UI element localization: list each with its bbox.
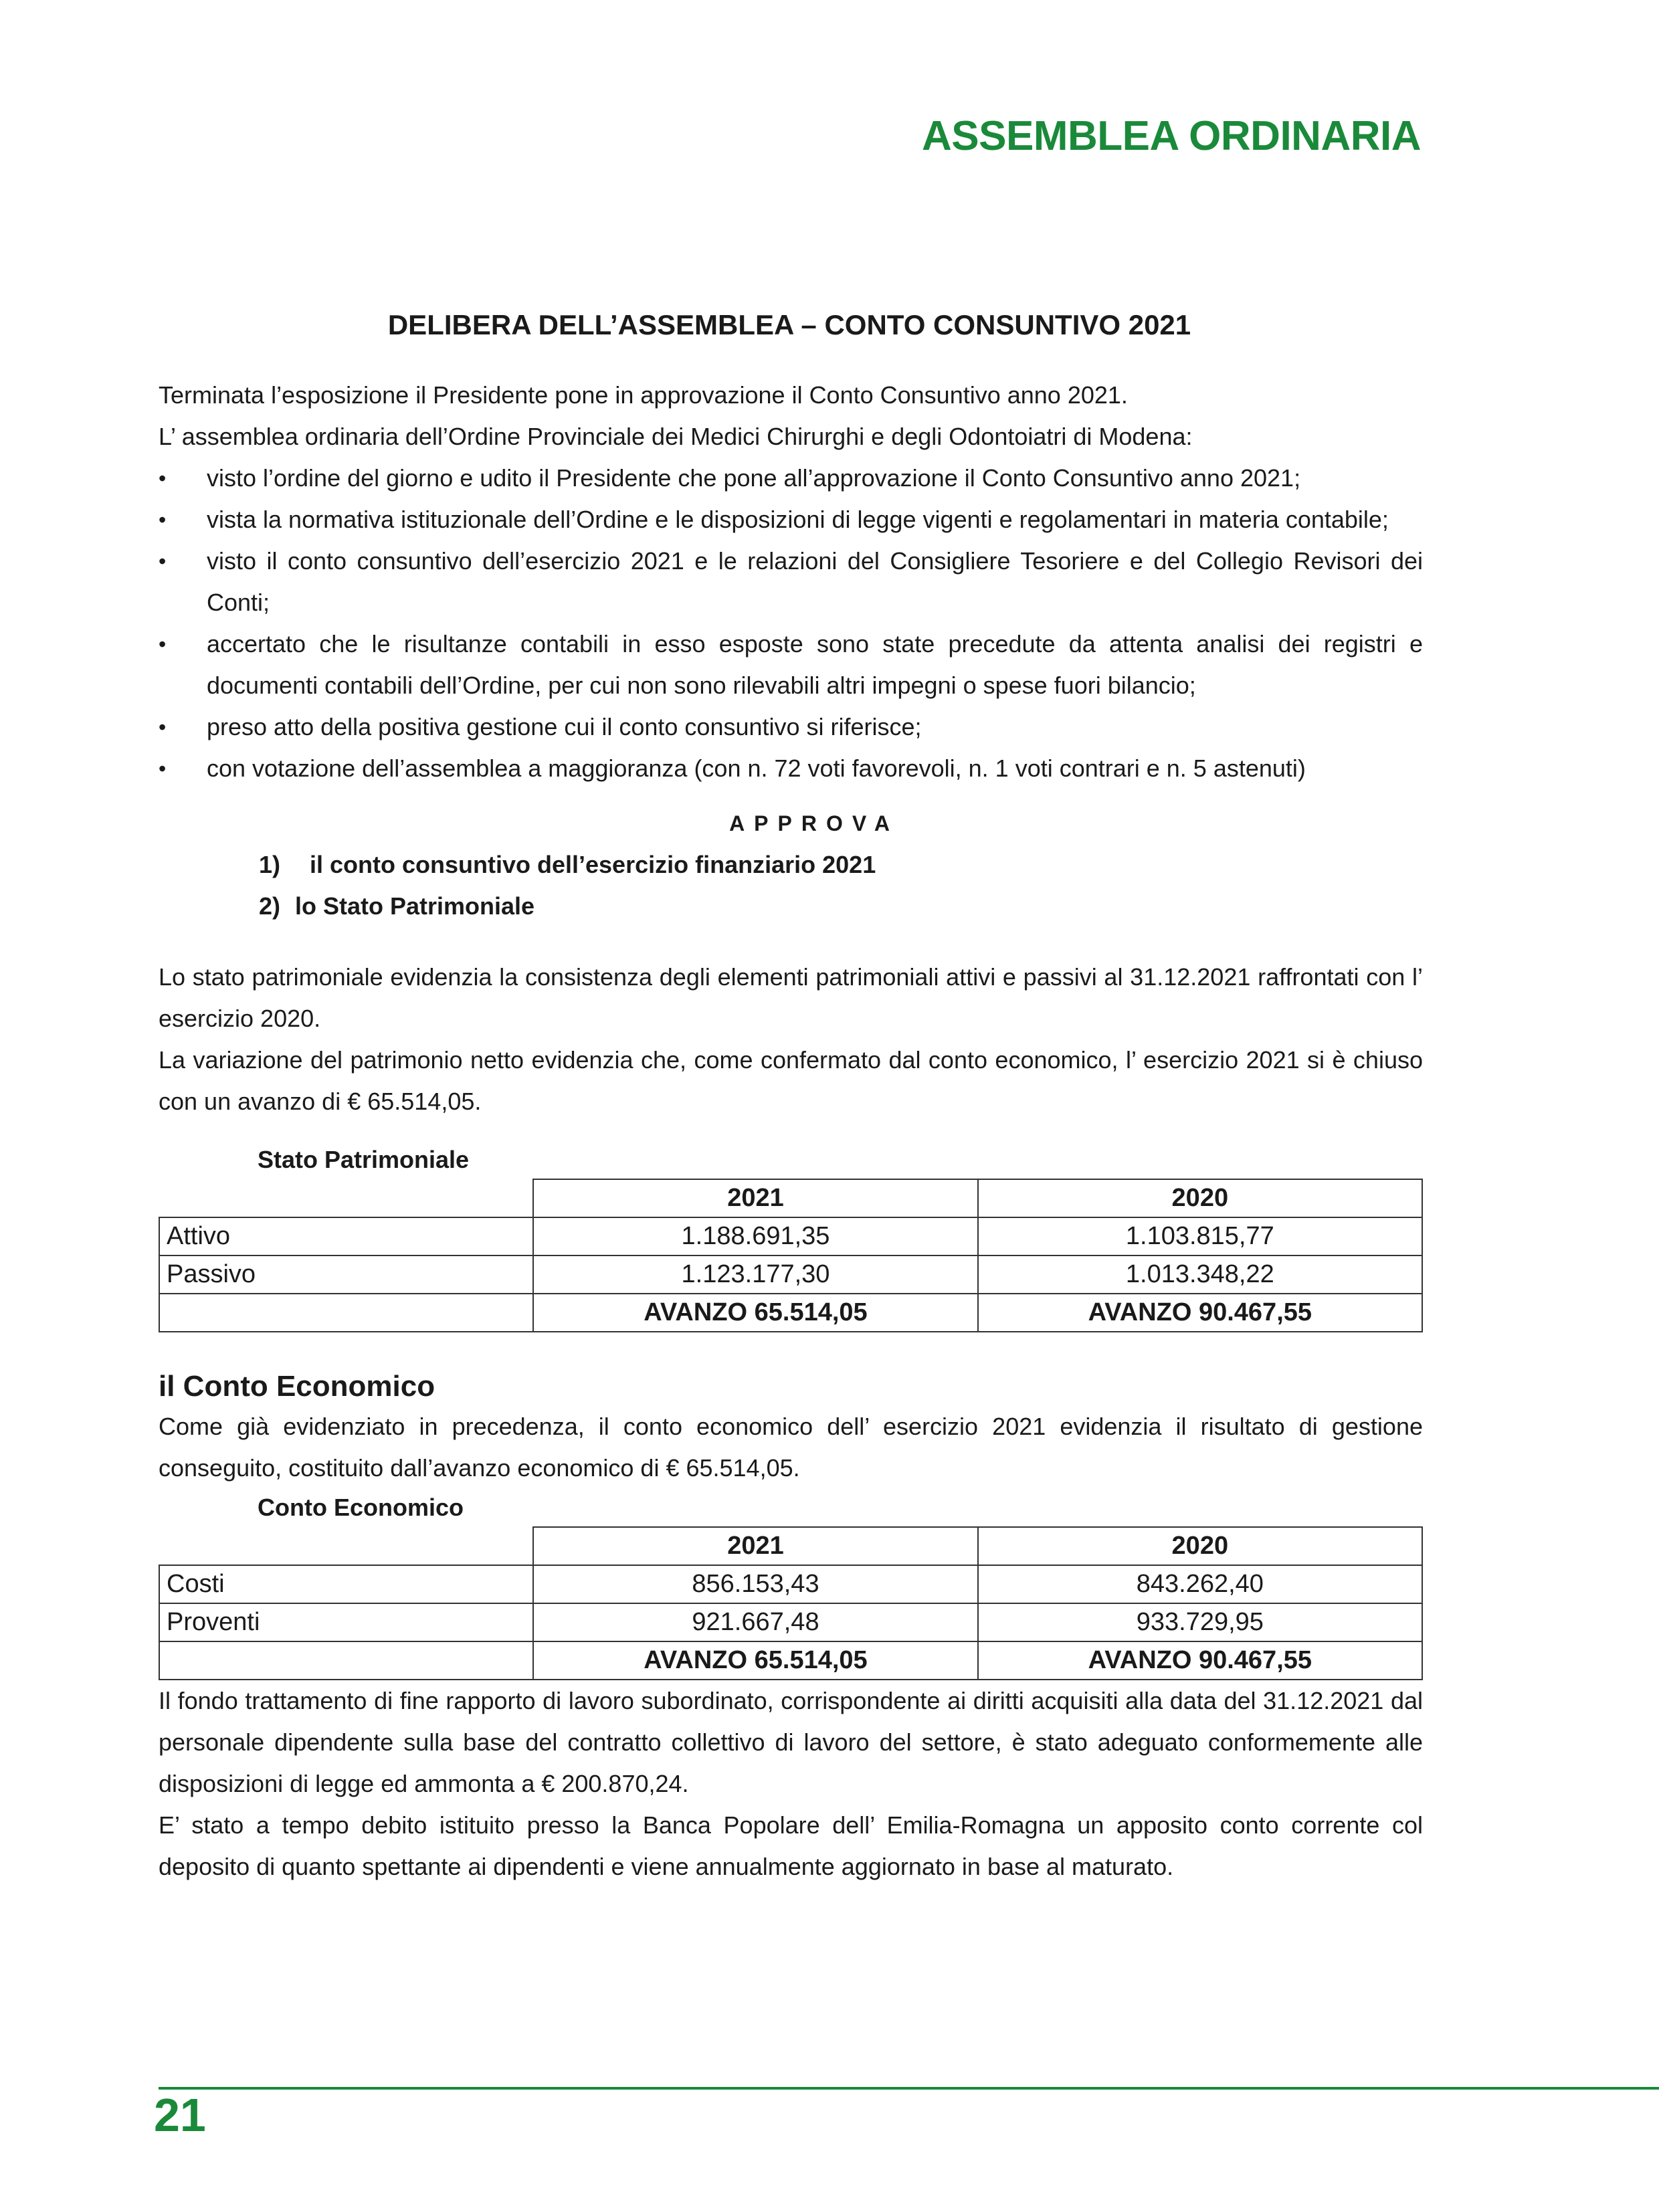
cell-value: 856.153,43 bbox=[533, 1565, 977, 1603]
paragraph: Lo stato patrimoniale evidenzia la consistenza degli elementi patrimoniali attivi e passivi al 31.12.2021 raffrontati con l’ esercizio 2020. bbox=[159, 963, 1423, 1032]
list-item bbox=[159, 706, 1423, 748]
section-title: DELIBERA DELL’ASSEMBLEA – CONTO CONSUNTIVO 2021 bbox=[387, 309, 1191, 340]
footer-divider bbox=[159, 2087, 1659, 2090]
cell-value: 921.667,48 bbox=[533, 1603, 977, 1641]
approva-item-text: il conto consuntivo dell’esercizio finanziario 2021 bbox=[310, 851, 876, 878]
approva-item-number: 2) bbox=[259, 892, 281, 920]
column-header: 2021 bbox=[533, 1527, 977, 1565]
column-header: 2020 bbox=[978, 1527, 1422, 1565]
bullet-icon: • bbox=[159, 715, 167, 739]
paragraph: Come già evidenziato in precedenza, il conto economico dell’ esercizio 2021 evidenzia il risultato di gestione conseguito, costituito dall’avanzo economico di € 65.514,05. bbox=[159, 1413, 1423, 1482]
row-label bbox=[159, 1294, 533, 1332]
table-header-row bbox=[159, 1179, 1422, 1217]
conto-table-caption: Conto Economico bbox=[258, 1494, 464, 1521]
cell-value: 933.729,95 bbox=[978, 1603, 1422, 1641]
table-row bbox=[159, 1255, 1422, 1294]
table-row bbox=[159, 1217, 1422, 1255]
list-item-text: accertato che le risultanze contabili in esso esposte sono state precedute da attenta analisi dei registri e documenti contabili dell’Ordine, per cui non sono rilevabili altri impegni o spese fuori bilancio; bbox=[207, 630, 1423, 699]
stato-patrimoniale-table bbox=[159, 1179, 1423, 1332]
approva-heading: APPROVA bbox=[729, 811, 899, 835]
table-row bbox=[159, 1603, 1422, 1641]
paragraph: Il fondo trattamento di fine rapporto di lavoro subordinato, corrispondente ai diritti acquisiti alla data del 31.12.2021 dal personale dipendente sulla base del contratto collettivo di lavoro del settore, è stato adeguato conformemente alle disposizioni di legge ed ammonta a € 200.870,24. bbox=[159, 1687, 1423, 1797]
list-item bbox=[159, 458, 1423, 499]
stato-table-caption: Stato Patrimoniale bbox=[258, 1146, 470, 1173]
conto-economico-table bbox=[159, 1526, 1423, 1680]
table-row bbox=[159, 1565, 1422, 1603]
approva-item bbox=[159, 844, 1423, 886]
list-item bbox=[159, 540, 1423, 623]
total-value: AVANZO 90.467,55 bbox=[978, 1294, 1422, 1332]
paragraph: La variazione del patrimonio netto evidenzia che, come confermato dal conto economico, l’ esercizio 2021 si è chiuso con un avanzo di € 65.514,05. bbox=[159, 1046, 1423, 1115]
bullet-icon: • bbox=[159, 508, 167, 532]
total-value: AVANZO 90.467,55 bbox=[978, 1641, 1422, 1680]
intro-line: Terminata l’esposizione il Presidente pone in approvazione il Conto Consuntivo anno 2021. bbox=[159, 381, 1128, 409]
document-body bbox=[159, 375, 1423, 1888]
row-label bbox=[159, 1641, 533, 1680]
approva-item bbox=[159, 886, 1423, 927]
approva-item-number: 1) bbox=[259, 851, 281, 878]
bullet-icon: • bbox=[159, 466, 167, 490]
total-value: AVANZO 65.514,05 bbox=[533, 1641, 977, 1680]
list-item bbox=[159, 748, 1423, 789]
page-header-title: ASSEMBLEA ORDINARIA bbox=[921, 113, 1421, 159]
column-header: 2021 bbox=[533, 1179, 977, 1217]
list-item-text: preso atto della positiva gestione cui il conto consuntivo si riferisce; bbox=[207, 713, 922, 740]
cell-value: 843.262,40 bbox=[978, 1565, 1422, 1603]
row-label: Proventi bbox=[159, 1603, 533, 1641]
table-corner-cell bbox=[159, 1527, 533, 1565]
row-label: Passivo bbox=[159, 1255, 533, 1294]
conto-economico-heading: il Conto Economico bbox=[159, 1370, 435, 1403]
bullet-icon: • bbox=[159, 632, 167, 656]
list-item-text: vista la normativa istituzionale dell’Ordine e le disposizioni di legge vigenti e regolamentari in materia contabile; bbox=[207, 506, 1389, 533]
row-label: Costi bbox=[159, 1565, 533, 1603]
cell-value: 1.188.691,35 bbox=[533, 1217, 977, 1255]
approva-list bbox=[159, 844, 1423, 927]
cell-value: 1.123.177,30 bbox=[533, 1255, 977, 1294]
table-header-row bbox=[159, 1527, 1422, 1565]
bullet-list bbox=[159, 458, 1423, 789]
list-item-text: visto il conto consuntivo dell’esercizio 2021 e le relazioni del Consigliere Tesoriere e del Collegio Revisori dei Conti; bbox=[207, 547, 1423, 616]
list-item-text: visto l’ordine del giorno e udito il Presidente che pone all’approvazione il Conto Consuntivo anno 2021; bbox=[207, 464, 1301, 492]
cell-value: 1.013.348,22 bbox=[978, 1255, 1422, 1294]
list-item bbox=[159, 623, 1423, 706]
list-item bbox=[159, 499, 1423, 540]
table-total-row bbox=[159, 1641, 1422, 1680]
column-header: 2020 bbox=[978, 1179, 1422, 1217]
page-number: 21 bbox=[154, 2089, 206, 2141]
intro-line: L’ assemblea ordinaria dell’Ordine Provinciale dei Medici Chirurghi e degli Odontoiatri di Modena: bbox=[159, 423, 1193, 450]
approva-item-text: lo Stato Patrimoniale bbox=[295, 892, 535, 920]
bullet-icon: • bbox=[159, 549, 167, 573]
bullet-icon: • bbox=[159, 757, 167, 781]
row-label: Attivo bbox=[159, 1217, 533, 1255]
paragraph: E’ stato a tempo debito istituito presso la Banca Popolare dell’ Emilia-Romagna un apposito conto corrente col deposito di quanto spettante ai dipendenti e viene annualmente aggiornato in base al maturato. bbox=[159, 1811, 1423, 1880]
table-total-row bbox=[159, 1294, 1422, 1332]
cell-value: 1.103.815,77 bbox=[978, 1217, 1422, 1255]
table-corner-cell bbox=[159, 1179, 533, 1217]
total-value: AVANZO 65.514,05 bbox=[533, 1294, 977, 1332]
list-item-text: con votazione dell’assemblea a maggioranza (con n. 72 voti favorevoli, n. 1 voti contrari e n. 5 astenuti) bbox=[207, 755, 1306, 782]
